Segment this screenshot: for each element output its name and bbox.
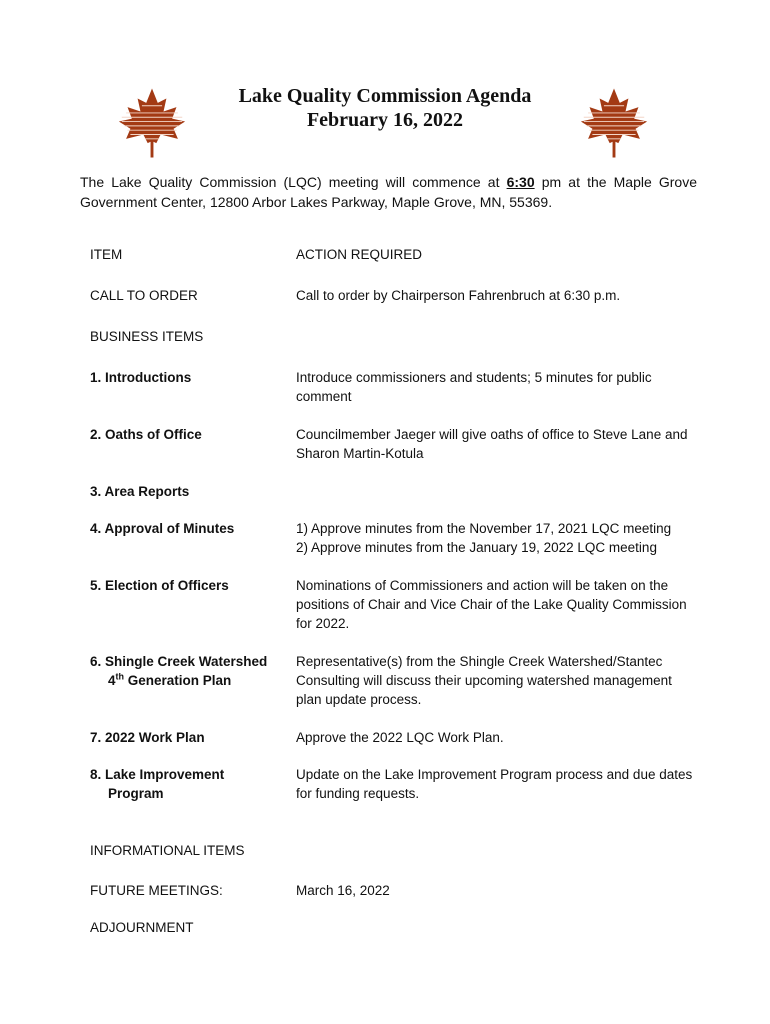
agenda-item-label: 7. 2022 Work Plan [90,730,205,745]
maple-leaf-icon [116,86,188,160]
agenda-item-label: 3. Area Reports [90,484,190,499]
page-title: Lake Quality Commission Agenda [238,85,532,107]
column-header-item: ITEM [90,247,123,262]
intro-text-end: pm at the Maple Grove Government Center, 12800 Arbor Lakes Parkway, Maple Grove, MN, 55369. [80,174,698,210]
column-header-action: ACTION REQUIRED [296,247,423,262]
agenda-item-label: 1. Introductions [90,370,192,385]
agenda-item-action: Introduce commissioners and students; 5 minutes for public comment [296,370,652,404]
intro-text-start: The Lake Quality Commission (LQC) meeting will commence at [80,174,507,190]
agenda-item-action: Councilmember Jaeger will give oaths of office to Steve Lane and Sharon Martin-Kotula [296,427,688,461]
call-to-order-action: Call to order by Chairperson Fahrenbruch at 6:30 p.m. [296,288,621,303]
business-items-heading: BUSINESS ITEMS [90,329,204,344]
agenda-item-label: 2. Oaths of Office [90,427,202,442]
agenda-header [200,84,570,132]
meeting-time: 6:30 [506,174,535,190]
agenda-item-action: Update on the Lake Improvement Program process and due dates for funding requests. [296,767,693,801]
meeting-date: February 16, 2022 [306,109,464,131]
label-part: 4 [108,673,116,688]
agenda-item-label: 5. Election of Officers [90,578,229,593]
label-superscript: th [115,671,125,682]
agenda-item-label: 4. Approval of Minutes [90,521,235,536]
future-meeting-date: March 16, 2022 [296,883,390,898]
label-line: 6. Shingle Creek Watershed [90,654,268,669]
label-line: 8. Lake Improvement [90,767,225,782]
action-line: 1) Approve minutes from the November 17, 2021 LQC meeting [296,521,672,536]
agenda-item-action: Nominations of Commissioners and action will be taken on the positions of Chair and Vice Chair of the Lake Quality Commission for 2022. [296,578,687,631]
action-line: 2) Approve minutes from the January 19, 2022 LQC meeting [296,540,657,555]
informational-items-heading: INFORMATIONAL ITEMS [90,843,245,858]
call-to-order-label: CALL TO ORDER [90,288,198,303]
agenda-item-action: Representative(s) from the Shingle Creek Watershed/Stantec Consulting will discuss their upcoming watershed management plan update process. [296,654,672,707]
intro-paragraph [80,172,697,212]
agenda-item-label [90,652,290,690]
agenda-item-action [296,519,696,557]
maple-leaf-icon [578,86,650,160]
label-part: Generation Plan [124,673,232,688]
adjournment-heading: ADJOURNMENT [90,920,194,935]
label-line [90,671,290,690]
future-meetings-label: FUTURE MEETINGS: [90,883,223,898]
agenda-item-action: Approve the 2022 LQC Work Plan. [296,730,504,745]
label-line: Program [108,786,164,801]
agenda-item-label [90,765,290,803]
